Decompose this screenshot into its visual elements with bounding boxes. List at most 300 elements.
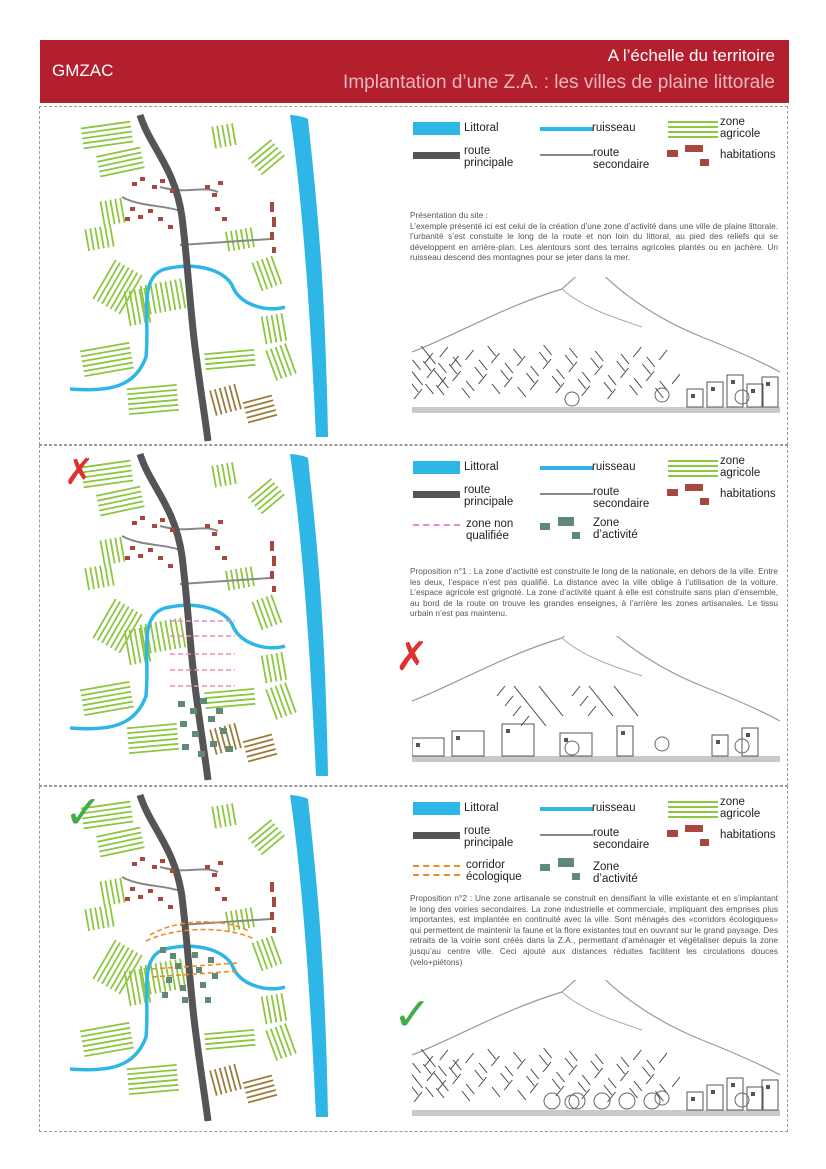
legend-stream-swatch bbox=[540, 127, 593, 131]
field-row bbox=[281, 652, 286, 680]
field-stroke bbox=[451, 1059, 459, 1069]
field-stroke bbox=[557, 1072, 565, 1082]
field-row bbox=[81, 1028, 130, 1037]
agricultural-field bbox=[210, 384, 241, 416]
field-row bbox=[105, 226, 109, 248]
legend-littoral-swatch bbox=[413, 122, 460, 135]
field-row bbox=[82, 353, 131, 362]
field-row bbox=[127, 729, 177, 733]
field-stroke bbox=[578, 1082, 586, 1092]
legend-secondary-road-label: route secondaire bbox=[593, 827, 650, 851]
sketch-building bbox=[707, 382, 723, 407]
field-stroke bbox=[531, 1069, 539, 1079]
field-stroke bbox=[565, 1058, 573, 1068]
field-stroke bbox=[608, 1078, 616, 1088]
activity-building bbox=[208, 716, 215, 722]
field-stroke bbox=[427, 368, 435, 378]
house bbox=[152, 865, 157, 869]
house bbox=[222, 897, 227, 901]
field-row bbox=[266, 938, 276, 966]
field-row bbox=[129, 1085, 179, 1089]
field-stroke bbox=[655, 388, 663, 398]
sketch-tree bbox=[565, 392, 579, 406]
field-row bbox=[151, 623, 156, 653]
house bbox=[140, 516, 145, 520]
legend-stream-swatch bbox=[540, 807, 593, 811]
sketch-building bbox=[617, 726, 633, 756]
field-row bbox=[180, 618, 185, 648]
house bbox=[125, 217, 130, 221]
legend-agri-swatch bbox=[668, 121, 718, 140]
sketch-tree bbox=[544, 1093, 560, 1109]
field-row bbox=[252, 943, 262, 971]
field-row bbox=[246, 567, 249, 587]
legend-secondary-road-swatch bbox=[540, 493, 593, 495]
agricultural-field bbox=[243, 1075, 277, 1102]
field-stroke bbox=[453, 1074, 461, 1084]
legend-za-label: Zone d’activité bbox=[593, 517, 638, 541]
house bbox=[215, 546, 220, 550]
field-row bbox=[100, 540, 104, 565]
sketch-tree bbox=[619, 1093, 635, 1109]
field-row bbox=[266, 1030, 277, 1060]
field-row bbox=[267, 316, 272, 344]
field-row bbox=[165, 281, 170, 311]
field-stroke bbox=[497, 686, 505, 696]
field-row bbox=[100, 881, 104, 906]
sketch-window bbox=[621, 731, 625, 735]
field-stroke bbox=[605, 706, 613, 716]
field-stroke bbox=[544, 345, 552, 355]
field-row bbox=[98, 263, 121, 302]
sketch-fields bbox=[497, 686, 638, 726]
field-row bbox=[98, 837, 142, 846]
sketch-building bbox=[707, 1085, 723, 1110]
field-row bbox=[232, 123, 236, 145]
secondary-road bbox=[180, 578, 270, 584]
field-row bbox=[98, 602, 121, 641]
field-row bbox=[82, 1033, 131, 1042]
house bbox=[222, 556, 227, 560]
field-row bbox=[110, 564, 114, 586]
field-row bbox=[100, 566, 104, 588]
field-row bbox=[128, 395, 178, 399]
house bbox=[215, 887, 220, 891]
proposition-1-description: Proposition n°1 : La zone d’activité est construite le long de la nationale, en dehors de la ville. Entre les deux, l’espace n’est pas qualifié. La distance avec la ville oblige à l’utilisation de la voiture. L’espace agricole est grignoté. La zone d’activité quant à elle est construite sans plan d’ensemble, au bord de la route on trouve les grandes enseignes, à l’arrière les zones artisanales. Le tissu urbain n’est pas maintenu. bbox=[410, 566, 778, 619]
legend-main-road-swatch bbox=[413, 832, 460, 839]
sketch-tree bbox=[565, 741, 579, 755]
field-stroke bbox=[440, 1050, 448, 1060]
field-row bbox=[99, 842, 143, 851]
page-subtitle: Implantation d’une Z.A. : les villes de plaine littorale bbox=[343, 72, 775, 93]
agricultural-field bbox=[85, 564, 113, 590]
legend-stream-label: ruisseau bbox=[592, 122, 636, 134]
field-stroke bbox=[462, 1091, 470, 1101]
house bbox=[272, 927, 276, 933]
ecological-corridor bbox=[146, 930, 254, 942]
field-row bbox=[129, 1090, 179, 1094]
sketch-window bbox=[691, 1097, 695, 1101]
house bbox=[270, 541, 274, 551]
house bbox=[130, 546, 135, 550]
field-row bbox=[212, 127, 216, 149]
sketch-window bbox=[731, 380, 735, 384]
house bbox=[158, 897, 163, 901]
field-row bbox=[105, 540, 109, 565]
field-row bbox=[115, 879, 119, 904]
legend-secondary-road-label: route secondaire bbox=[593, 486, 650, 510]
house bbox=[218, 861, 223, 865]
field-row bbox=[205, 360, 255, 364]
field-row bbox=[170, 619, 175, 649]
agricultural-field bbox=[96, 487, 144, 516]
field-row bbox=[85, 909, 89, 931]
field-stroke bbox=[672, 1077, 680, 1087]
field-row bbox=[80, 682, 129, 691]
agricultural-field bbox=[262, 993, 287, 1024]
field-stroke bbox=[569, 1065, 577, 1075]
field-stroke bbox=[556, 383, 564, 393]
field-row bbox=[252, 602, 262, 630]
legend-za-swatch bbox=[540, 523, 550, 530]
field-row bbox=[257, 941, 267, 969]
house bbox=[222, 217, 227, 221]
field-row bbox=[276, 314, 281, 342]
legend-main-road-swatch bbox=[413, 152, 460, 159]
field-stroke bbox=[552, 376, 560, 386]
agricultural-field bbox=[262, 313, 287, 344]
legend-stream-label: ruisseau bbox=[592, 802, 636, 814]
field-stroke bbox=[438, 363, 446, 373]
approve-check-mark: ✓ bbox=[64, 786, 103, 838]
house bbox=[148, 209, 153, 213]
ground bbox=[412, 1110, 780, 1116]
house bbox=[130, 207, 135, 211]
field-stroke bbox=[630, 706, 638, 716]
house bbox=[170, 189, 175, 193]
legend-secondary-road-swatch bbox=[540, 834, 593, 836]
sketch-building bbox=[712, 735, 728, 756]
field-row bbox=[127, 390, 177, 394]
field-row bbox=[98, 157, 142, 166]
legend-house-swatch bbox=[667, 489, 678, 496]
field-stroke bbox=[421, 1049, 429, 1059]
legend-house-swatch bbox=[685, 145, 703, 152]
agricultural-field bbox=[96, 828, 144, 857]
legend-main-road-swatch bbox=[413, 491, 460, 498]
legend-corridor-label: corridor écologique bbox=[466, 859, 522, 883]
field-row bbox=[160, 621, 165, 651]
legend-main-road-label: route principale bbox=[464, 484, 514, 508]
field-row bbox=[105, 201, 109, 226]
field-stroke bbox=[423, 361, 431, 371]
field-stroke bbox=[588, 706, 596, 716]
field-row bbox=[105, 565, 109, 587]
field-row bbox=[84, 1043, 133, 1052]
legend-house-label: habitations bbox=[720, 488, 776, 500]
approve-check-mark-sketch: ✓ bbox=[393, 988, 432, 1040]
secondary-road bbox=[180, 919, 270, 925]
field-row bbox=[272, 995, 277, 1023]
agricultural-field bbox=[127, 1065, 179, 1094]
house bbox=[125, 556, 130, 560]
field-row bbox=[80, 1023, 129, 1032]
field-row bbox=[97, 832, 141, 841]
sketch-window bbox=[716, 740, 720, 744]
activity-building bbox=[162, 992, 168, 998]
sketch-building bbox=[762, 377, 778, 407]
field-stroke bbox=[538, 716, 546, 726]
coastline bbox=[290, 115, 328, 437]
legend-littoral-label: Littoral bbox=[464, 122, 499, 134]
field-stroke bbox=[488, 1049, 496, 1059]
field-stroke bbox=[589, 686, 597, 696]
sketch-tree bbox=[655, 388, 669, 402]
activity-building bbox=[166, 977, 172, 983]
ground bbox=[412, 756, 780, 762]
field-stroke bbox=[646, 371, 654, 381]
field-row bbox=[206, 1045, 256, 1049]
field-row bbox=[96, 148, 140, 157]
legend-agri-swatch bbox=[668, 801, 718, 820]
field-stroke bbox=[425, 353, 433, 363]
sketch-window bbox=[751, 1092, 755, 1096]
field-row bbox=[84, 702, 133, 711]
agricultural-field bbox=[252, 595, 281, 630]
legend-house-swatch bbox=[685, 825, 703, 832]
field-row bbox=[115, 199, 119, 224]
legend-littoral-label: Littoral bbox=[464, 802, 499, 814]
sketch-building bbox=[762, 1080, 778, 1110]
field-row bbox=[227, 463, 231, 485]
legend-secondary-road-label: route secondaire bbox=[593, 147, 650, 171]
field-row bbox=[280, 345, 291, 375]
landscape-sketch bbox=[412, 277, 780, 427]
field-row bbox=[129, 410, 179, 414]
field-stroke bbox=[412, 382, 418, 392]
field-row bbox=[111, 950, 134, 989]
sketch-building bbox=[742, 728, 758, 756]
house bbox=[272, 556, 276, 566]
field-row bbox=[111, 609, 134, 648]
field-row bbox=[90, 908, 94, 930]
legend-za-label: Zone d’activité bbox=[593, 861, 638, 885]
field-row bbox=[84, 1047, 133, 1056]
agricultural-field bbox=[100, 537, 124, 565]
sketch-window bbox=[416, 743, 420, 747]
field-stroke bbox=[569, 348, 577, 358]
field-stroke bbox=[630, 385, 638, 395]
house bbox=[138, 554, 143, 558]
field-row bbox=[251, 227, 254, 247]
field-row bbox=[90, 567, 94, 589]
agricultural-field bbox=[266, 344, 296, 381]
field-row bbox=[217, 465, 221, 487]
field-stroke bbox=[672, 374, 680, 384]
agricultural-field bbox=[252, 256, 281, 291]
agricultural-field bbox=[262, 652, 287, 683]
house bbox=[132, 182, 137, 186]
field-row bbox=[280, 684, 291, 714]
field-stroke bbox=[557, 369, 565, 379]
field-stroke bbox=[426, 1087, 434, 1097]
field-row bbox=[266, 258, 276, 286]
field-stroke bbox=[492, 384, 500, 394]
field-row bbox=[110, 880, 114, 905]
mountain-outline bbox=[412, 636, 780, 721]
field-row bbox=[175, 280, 180, 310]
sketch-window bbox=[731, 1083, 735, 1087]
field-stroke bbox=[597, 696, 605, 706]
field-row bbox=[205, 355, 255, 359]
field-stroke bbox=[505, 1066, 513, 1076]
field-stroke bbox=[614, 686, 622, 696]
agricultural-field bbox=[243, 734, 277, 761]
field-stroke bbox=[530, 706, 538, 716]
field-stroke bbox=[582, 1089, 590, 1099]
house bbox=[152, 524, 157, 528]
field-row bbox=[212, 807, 216, 829]
field-row bbox=[129, 744, 179, 748]
field-stroke bbox=[595, 1068, 603, 1078]
field-stroke bbox=[543, 1062, 551, 1072]
page-title: A l’échelle du territoire bbox=[607, 46, 775, 65]
field-row bbox=[204, 689, 254, 693]
legend-za-swatch bbox=[558, 858, 574, 867]
field-stroke bbox=[608, 389, 616, 399]
house bbox=[132, 862, 137, 866]
field-row bbox=[128, 1080, 178, 1084]
field-stroke bbox=[505, 363, 513, 373]
field-row bbox=[99, 162, 143, 171]
field-row bbox=[217, 806, 221, 828]
activity-building bbox=[200, 982, 206, 988]
field-stroke bbox=[425, 1056, 433, 1066]
field-row bbox=[90, 228, 94, 250]
legend-za-swatch bbox=[558, 517, 574, 526]
sketch-building bbox=[747, 384, 763, 407]
agricultural-field bbox=[100, 878, 124, 906]
activity-building bbox=[180, 985, 186, 991]
field-stroke bbox=[595, 365, 603, 375]
field-stroke bbox=[620, 1071, 628, 1081]
field-row bbox=[155, 963, 160, 993]
house bbox=[138, 215, 143, 219]
field-row bbox=[241, 568, 244, 588]
house bbox=[170, 528, 175, 532]
field-stroke bbox=[412, 367, 416, 377]
field-row bbox=[100, 907, 104, 929]
panel-proposition-1 bbox=[39, 445, 788, 786]
field-stroke bbox=[514, 1052, 522, 1062]
field-row bbox=[129, 405, 179, 409]
legend-za-swatch bbox=[540, 864, 550, 871]
field-row bbox=[155, 283, 160, 313]
house bbox=[270, 202, 274, 212]
legend-littoral-swatch bbox=[413, 461, 460, 474]
legend-corridor-swatch bbox=[413, 874, 460, 876]
field-stroke bbox=[501, 1073, 509, 1083]
field-stroke bbox=[622, 696, 630, 706]
agricultural-field bbox=[93, 940, 141, 994]
legend-agri-label: zone agricole bbox=[720, 455, 761, 479]
legend bbox=[410, 107, 788, 227]
sketch-window bbox=[766, 382, 770, 386]
activity-building bbox=[200, 698, 207, 704]
legend-unqualified-label: zone non qualifiée bbox=[466, 518, 514, 542]
field-row bbox=[257, 261, 267, 289]
activity-building bbox=[226, 746, 233, 752]
field-row bbox=[276, 1027, 287, 1057]
field-row bbox=[84, 367, 133, 376]
field-stroke bbox=[434, 1073, 442, 1083]
field-row bbox=[205, 699, 255, 703]
landscape-sketch bbox=[412, 980, 780, 1130]
field-stroke bbox=[462, 388, 470, 398]
legend-agri-swatch bbox=[668, 460, 718, 479]
field-stroke bbox=[466, 350, 474, 360]
field-stroke bbox=[491, 353, 499, 363]
house bbox=[130, 887, 135, 891]
agricultural-field bbox=[248, 140, 284, 175]
field-stroke bbox=[421, 346, 429, 356]
house bbox=[272, 247, 276, 253]
field-stroke bbox=[479, 360, 487, 370]
field-stroke bbox=[543, 359, 551, 369]
field-stroke bbox=[449, 1067, 457, 1077]
proposition-2-description: Proposition n°2 : Une zone artisanale se construit en densifiant la ville existante et en s’implantant le long des voiries secondaires. La zone industrielle et commerciale, impliquant des emprises plus importantes, est implantée en continuité avec la ville. Sont ménagés des «corridors écologiques» qui permettent de maintenir la faune et la flore existantes tout en ouvrant sur le grand paysage. Des retraits de la voirie sont créés dans la Z.A., permettant d’aménager et végétaliser depuis la zone jusqu’au centre ville. Ceci ajouté aux distances réduites facilitent les circulations douces (velo+piétons) bbox=[410, 893, 778, 967]
field-stroke bbox=[547, 696, 555, 706]
field-row bbox=[128, 734, 178, 738]
field-row bbox=[96, 828, 140, 837]
field-stroke bbox=[517, 356, 525, 366]
agricultural-field bbox=[204, 689, 255, 708]
house bbox=[215, 207, 220, 211]
field-stroke bbox=[565, 355, 573, 365]
house bbox=[272, 897, 276, 907]
ecological-corridor bbox=[152, 963, 238, 977]
field-row bbox=[105, 881, 109, 906]
agricultural-field bbox=[248, 820, 284, 855]
sketch-tree bbox=[655, 737, 669, 751]
field-stroke bbox=[659, 350, 667, 360]
field-row bbox=[84, 706, 133, 715]
field-stroke bbox=[595, 1054, 603, 1064]
house bbox=[152, 185, 157, 189]
field-stroke bbox=[466, 1053, 474, 1063]
panel-site bbox=[39, 106, 788, 445]
field-stroke bbox=[438, 1080, 446, 1090]
field-row bbox=[266, 689, 277, 719]
sketch-window bbox=[564, 738, 568, 742]
field-row bbox=[227, 124, 231, 146]
field-row bbox=[83, 1038, 132, 1047]
activity-building bbox=[190, 708, 197, 714]
agricultural-field bbox=[210, 723, 241, 755]
coastline bbox=[290, 795, 328, 1117]
field-row bbox=[93, 599, 116, 638]
activity-building bbox=[182, 744, 189, 750]
agricultural-field bbox=[252, 936, 281, 971]
legend-house-swatch bbox=[685, 484, 703, 491]
field-row bbox=[127, 724, 177, 728]
field-stroke bbox=[582, 1075, 590, 1085]
field-stroke bbox=[620, 368, 628, 378]
field-row bbox=[212, 466, 216, 488]
legend-corridor-swatch bbox=[413, 865, 460, 867]
field-stroke bbox=[514, 349, 522, 359]
field-row bbox=[120, 198, 124, 223]
